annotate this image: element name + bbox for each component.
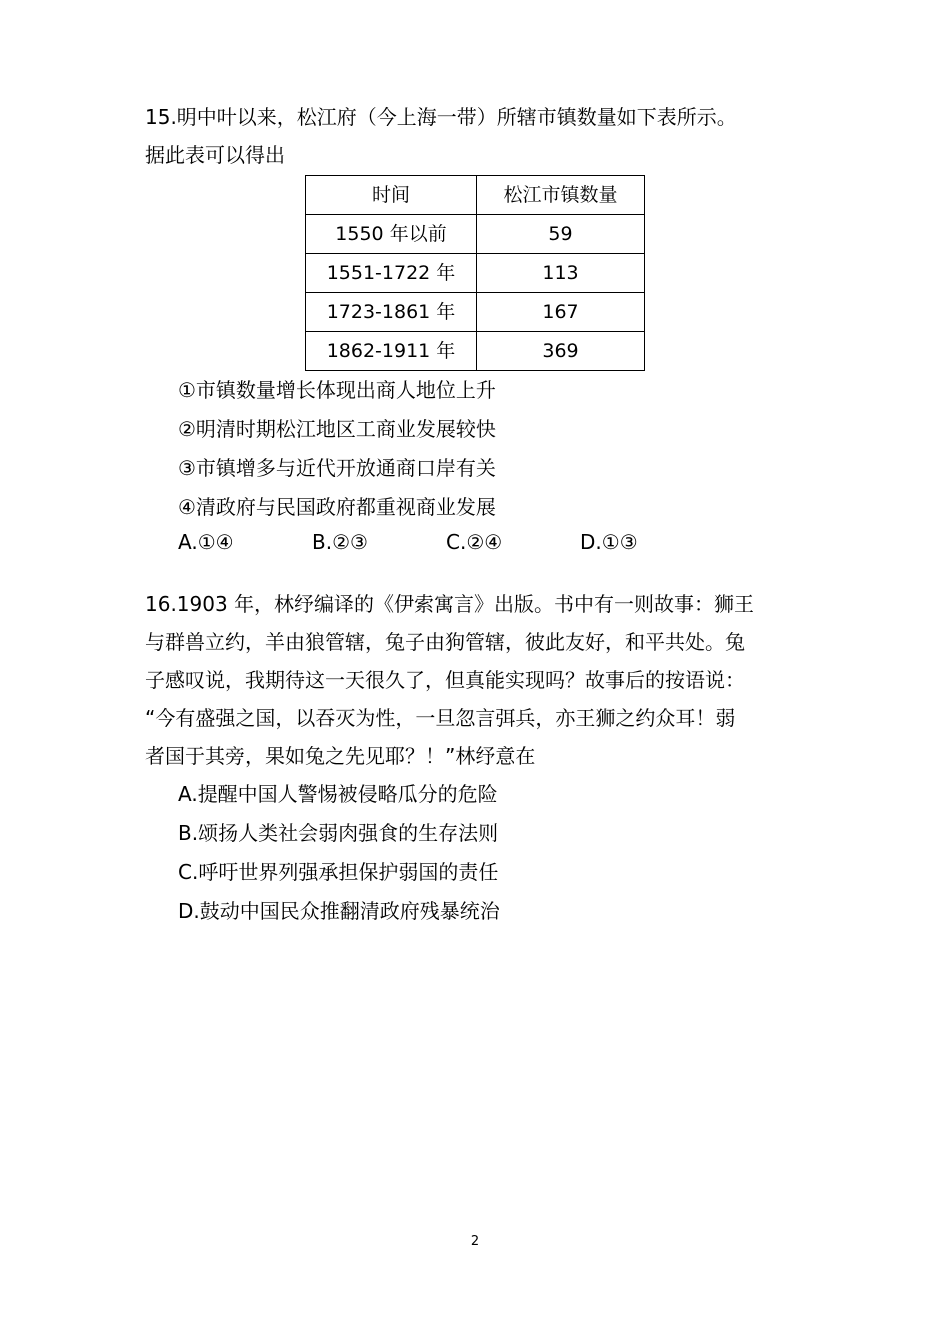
choice-c[interactable]: C.②④ — [446, 530, 503, 554]
option-c[interactable]: C.呼吁世界列强承担保护弱国的责任 — [178, 860, 499, 884]
question-16 — [145, 585, 835, 931]
cell-period: 1723-1861 年 — [306, 293, 477, 332]
choice-b[interactable]: B.②③ — [312, 530, 368, 554]
town-count-table — [305, 175, 645, 371]
table-row — [306, 293, 645, 332]
q16-stem-line: 16.1903 年，林纾编译的《伊索寓言》出版。书中有一则故事：狮王 — [145, 592, 755, 616]
q16-stem-line: 者国于其旁，果如兔之先见耶？！”林纾意在 — [145, 744, 536, 768]
option-d[interactable]: D.鼓动中国民众推翻清政府残暴统治 — [178, 899, 500, 923]
statement-1: ①市镇数量增长体现出商人地位上升 — [178, 378, 496, 402]
cell-count: 167 — [477, 293, 645, 332]
statement-4: ④清政府与民国政府都重视商业发展 — [178, 495, 496, 519]
cell-count: 59 — [477, 215, 645, 254]
cell-period: 1551-1722 年 — [306, 254, 477, 293]
q16-stem-line: 子感叹说，我期待这一天很久了，但真能实现吗？故事后的按语说： — [145, 668, 745, 692]
table-header-row — [306, 176, 645, 215]
cell-period: 1550 年以前 — [306, 215, 477, 254]
question-15 — [145, 98, 835, 557]
header-time: 时间 — [306, 176, 477, 215]
q15-choices — [178, 527, 835, 557]
header-town-count: 松江市镇数量 — [477, 176, 645, 215]
q16-stem-line: 与群兽立约，羊由狼管辖，兔子由狗管辖，彼此友好，和平共处。兔 — [145, 630, 745, 654]
cell-period: 1862-1911 年 — [306, 332, 477, 371]
statement-3: ③市镇增多与近代开放通商口岸有关 — [178, 456, 496, 480]
table-row — [306, 254, 645, 293]
table-row — [306, 332, 645, 371]
page-number: 2 — [470, 1234, 480, 1249]
q15-stem-line: 据此表可以得出 — [145, 143, 285, 167]
option-a[interactable]: A.提醒中国人警惕被侵略瓜分的危险 — [178, 782, 498, 806]
cell-count: 369 — [477, 332, 645, 371]
choice-a[interactable]: A.①④ — [178, 530, 234, 554]
cell-count: 113 — [477, 254, 645, 293]
table-row — [306, 215, 645, 254]
q16-stem-line: “今有盛强之国，以吞灭为性，一旦忽言弭兵，亦王狮之约众耳！弱 — [145, 706, 736, 730]
choice-d[interactable]: D.①③ — [580, 530, 638, 554]
statement-2: ②明清时期松江地区工商业发展较快 — [178, 417, 496, 441]
q15-stem-line: 15.明中叶以来，松江府（今上海一带）所辖市镇数量如下表所示。 — [145, 105, 737, 129]
option-b[interactable]: B.颂扬人类社会弱肉强食的生存法则 — [178, 821, 499, 845]
